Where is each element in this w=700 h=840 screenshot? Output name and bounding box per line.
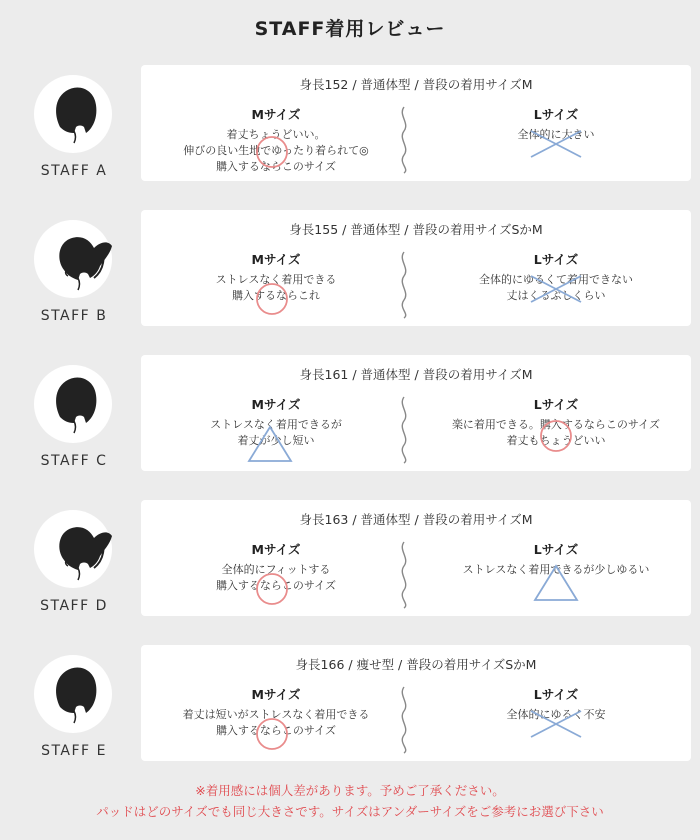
staff-name: STAFF D [40,598,108,614]
l-comment-line: 全体的に大きい [517,128,595,141]
m-circle-mark-icon [253,715,291,757]
m-comment-line: 着丈が少し短い [237,434,315,447]
short-hair-woman-icon [34,365,112,443]
short-hair-woman-icon [34,75,112,153]
ponytail-woman-icon [34,220,112,298]
m-circle-mark-icon [253,570,291,612]
m-comment-line: 着丈ちょうどいい。 [226,128,326,141]
l-size-label: Lサイズ [533,687,579,702]
m-size-label: Mサイズ [251,397,301,412]
wavy-divider [397,395,411,469]
m-size-label: Mサイズ [251,542,301,557]
review-card [141,355,691,471]
staff-profile: 身長152 / 普通体型 / 普段の着用サイズM [299,77,533,92]
staff-profile: 身長155 / 普通体型 / 普段の着用サイズSかM [289,222,543,237]
staff-name: STAFF E [41,743,107,759]
avatar [34,655,112,733]
m-comment-line: 購入するならこれ [232,289,320,302]
ponytail-woman-icon [34,510,112,588]
wavy-divider [397,540,411,614]
m-comment-line: ストレスなく着用できるが [210,418,342,431]
m-comment-line: 購入するならこのサイズ [215,724,337,737]
review-card [141,500,691,616]
m-size-label: Mサイズ [251,687,301,702]
avatar [34,510,112,588]
m-size-label: Mサイズ [251,107,301,122]
l-comment-line: 楽に着用できる。購入するならこのサイズ [451,418,661,431]
staff-name: STAFF C [40,453,108,469]
l-cross-mark-icon [525,270,587,312]
m-comment-line: 購入するならこのサイズ [215,160,337,173]
l-comment-line: 着丈もちょうどいい [506,434,606,447]
m-circle-mark-icon [253,280,291,322]
l-size-label: Lサイズ [533,397,579,412]
l-comment-line: 全体的にゆるく不安 [506,708,606,721]
short-hair-woman-icon [34,655,112,733]
pad-size-note: パッドはどのサイズでも同じ大きさです。サイズはアンダーサイズをご参考にお選び下さい [96,804,604,819]
l-size-label: Lサイズ [533,107,579,122]
l-comment-line: ストレスなく着用できるが少しゆるい [462,563,650,576]
disclaimer-note: ※着用感には個人差があります。予めご了承ください。 [195,783,505,798]
staff-profile: 身長161 / 普通体型 / 普段の着用サイズM [299,367,533,382]
avatar [34,220,112,298]
l-size-label: Lサイズ [533,252,579,267]
wavy-divider [397,105,411,179]
m-comment-line: 全体的にフィットする [221,563,331,576]
m-size-label: Mサイズ [251,252,301,267]
m-comment-line: 着丈は短いがストレスなく着用できる [182,708,370,721]
staff-profile: 身長163 / 普通体型 / 普段の着用サイズM [299,512,533,527]
l-size-label: Lサイズ [533,542,579,557]
l-comment-line: 丈はくるぶしくらい [506,289,606,302]
m-comment-line: 購入するならこのサイズ [215,579,337,592]
staff-name: STAFF B [40,308,108,324]
wavy-divider [397,250,411,324]
l-cross-mark-icon [525,125,587,167]
m-comment-line: ストレスなく着用できる [215,273,337,286]
m-triangle-mark-icon [245,423,295,469]
staff-row [0,655,700,785]
l-triangle-mark-icon [531,562,581,608]
staff-name: STAFF A [40,163,108,179]
staff-row [0,510,700,640]
page-title: STAFF着用レビュー [254,18,446,40]
avatar [34,365,112,443]
l-cross-mark-icon [525,705,587,747]
l-circle-mark-icon [537,417,575,459]
review-card [141,645,691,761]
staff-profile: 身長166 / 痩せ型 / 普段の着用サイズSかM [295,657,537,672]
staff-row [0,365,700,495]
review-card [141,65,691,181]
m-comment-line: 伸びの良い生地でゆったり着られて◎ [183,144,369,157]
m-circle-mark-icon [253,133,291,175]
review-card [141,210,691,326]
wavy-divider [397,685,411,759]
staff-row [0,75,700,205]
avatar [34,75,112,153]
staff-row [0,220,700,350]
l-comment-line: 全体的にゆるくて着用できない [479,273,633,286]
